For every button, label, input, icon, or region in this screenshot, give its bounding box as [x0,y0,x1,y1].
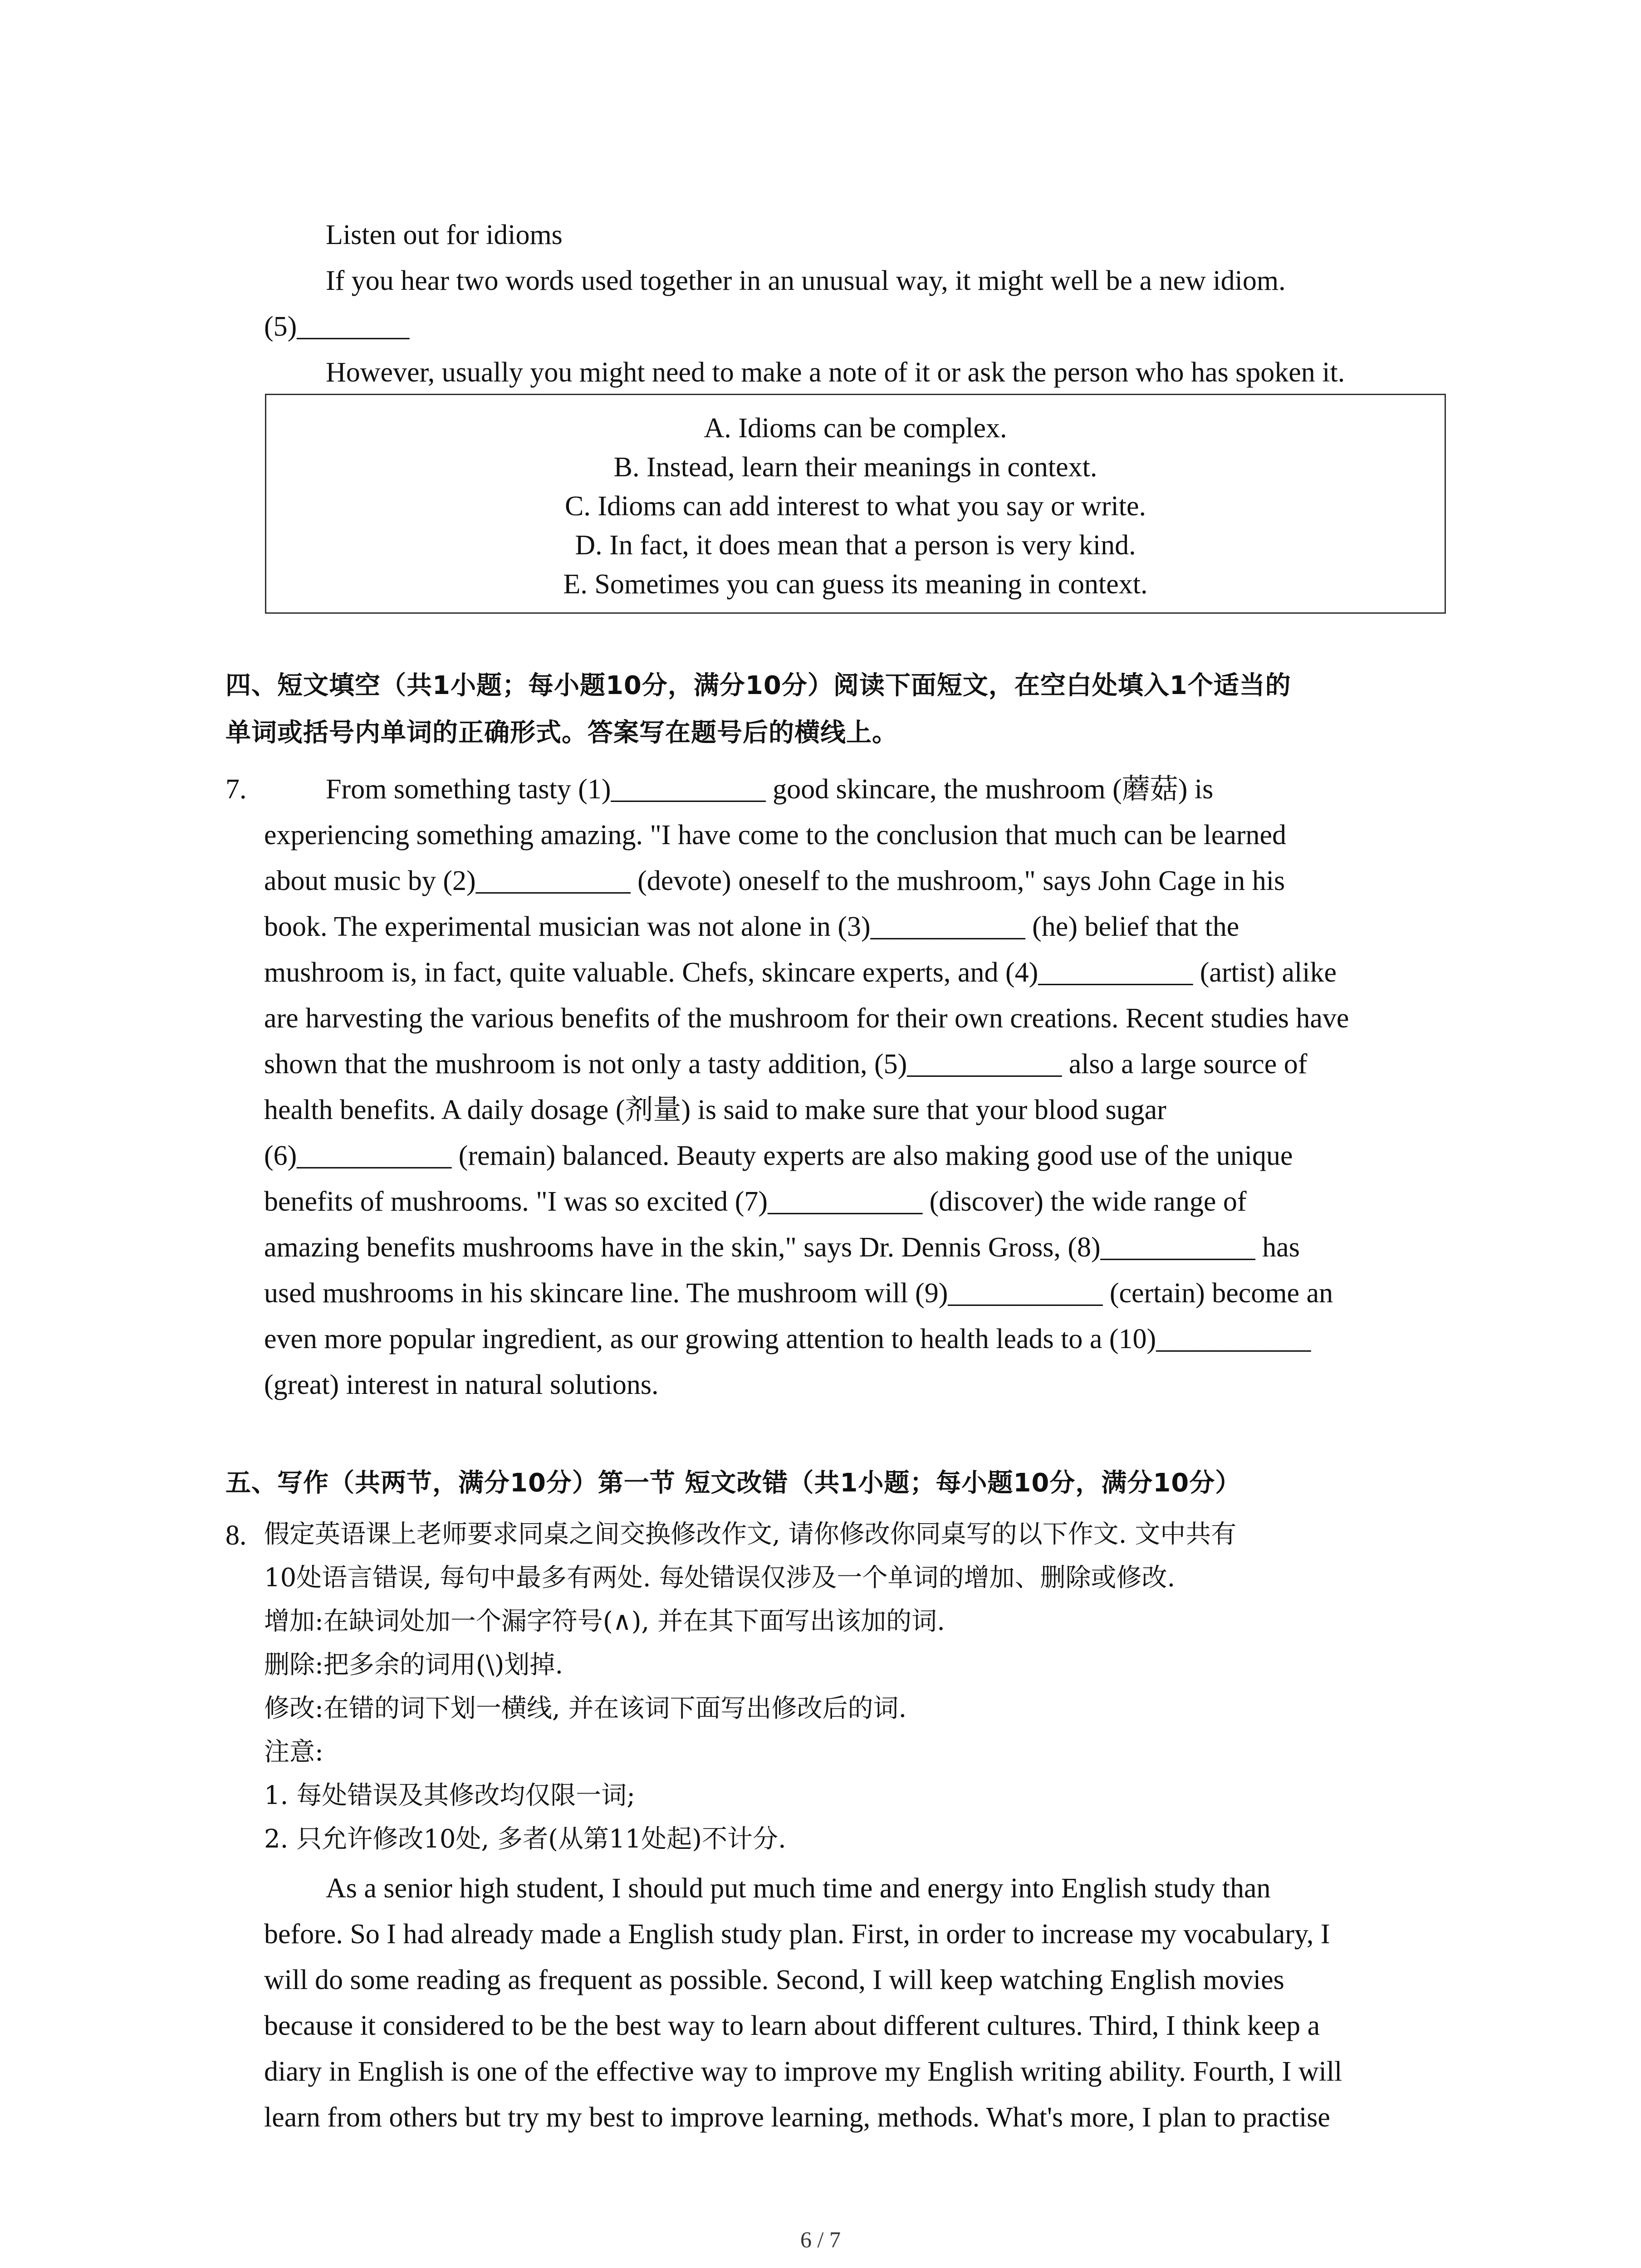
passage-line: about music by (2)___________ (devote) oneself to the mushroom," says John Cage in his [264,865,1285,896]
essay-line: As a senior high student, I should put much time and energy into English study than [326,1873,1271,1904]
instruction-line: 2. 只允许修改10处, 多者(从第11处起)不计分. [264,1824,786,1854]
options-box [265,394,1446,614]
instruction-line: 注意: [264,1737,323,1767]
essay-line: learn from others but try my best to improve learning, methods. What's more, I plan to practise [264,2102,1330,2133]
idiom-tip-text-2: However, usually you might need to make a note of it or ask the person who has spoken it. [326,357,1345,388]
section4-header-line2: 单词或括号内单词的正确形式。答案写在题号后的横线上。 [225,718,898,748]
passage-line: health benefits. A daily dosage (剂量) is said to make sure that your blood sugar [264,1095,1166,1125]
instruction-line: 10处语言错误, 每句中最多有两处. 每处错误仅涉及一个单词的增加、删除或修改. [264,1563,1176,1593]
option-a: A. Idioms can be complex. [704,413,1007,444]
essay-line: will do some reading as frequent as possible. Second, I will keep watching English movies [264,1965,1284,1995]
option-b: B. Instead, learn their meanings in context. [613,452,1097,483]
idiom-tip-text: If you hear two words used together in an unusual way, it might well be a new idiom. [326,265,1286,296]
passage-line: even more popular ingredient, as our growing attention to health leads to a (10)___________ [264,1324,1311,1354]
idiom-tip-heading: Listen out for idioms [326,220,563,250]
passage-line: benefits of mushrooms. "I was so excited (7)___________ (discover) the wide range of [264,1186,1247,1217]
instruction-line: 增加:在缺词处加一个漏字符号(∧), 并在其下面写出该加的词. [264,1607,945,1636]
instruction-line: 假定英语课上老师要求同桌之间交换修改作文, 请你修改你同桌写的以下作文. 文中共有 [264,1520,1237,1549]
passage-line: experiencing something amazing. "I have come to the conclusion that much can be learned [264,820,1287,850]
section4-header-line1: 四、短文填空（共1小题；每小题10分，满分10分）阅读下面短文，在空白处填入1个适当的 [225,671,1291,700]
passage-line: shown that the mushroom is not only a tasty addition, (5)___________ also a large source of [264,1049,1308,1080]
passage-line: book. The experimental musician was not alone in (3)___________ (he) belief that the [264,911,1239,942]
passage-line: amazing benefits mushrooms have in the skin," says Dr. Dennis Gross, (8)___________ has [264,1232,1300,1263]
instruction-line: 1. 每处错误及其修改均仅限一词; [264,1781,636,1810]
instruction-line: 删除:把多余的词用(\)划掉. [264,1650,563,1680]
essay-line: diary in English is one of the effective way to improve my English writing ability. Fourth, I will [264,2056,1342,2087]
option-d: D. In fact, it does mean that a person is very kind. [575,530,1136,561]
section5-header: 五、写作（共两节，满分10分）第一节 短文改错（共1小题；每小题10分，满分10分） [225,1468,1241,1498]
page-number: 6 / 7 [800,2227,841,2252]
essay-line: because it considered to be the best way to learn about different cultures. Third, I think keep a [264,2010,1320,2041]
option-e: E. Sometimes you can guess its meaning in context. [563,569,1148,600]
passage-line: are harvesting the various benefits of the mushroom for their own creations. Recent studies have [264,1003,1349,1034]
essay-line: before. So I had already made a English study plan. First, in order to increase my vocabulary, I [264,1919,1330,1950]
question-number-8: 8. [225,1520,247,1551]
blank-5: (5)________ [264,311,410,342]
question-number-7: 7. [225,774,247,805]
instruction-line: 修改:在错的词下划一横线, 并在该词下面写出修改后的词. [264,1694,907,1723]
option-c: C. Idioms can add interest to what you say or write. [564,491,1146,522]
passage-line: (6)___________ (remain) balanced. Beauty experts are also making good use of the unique [264,1140,1293,1171]
passage-line: used mushrooms in his skincare line. The mushroom will (9)___________ (certain) become an [264,1278,1333,1309]
passage-line: mushroom is, in fact, quite valuable. Chefs, skincare experts, and (4)___________ (artist) alike [264,957,1337,988]
passage-line: (great) interest in natural solutions. [264,1369,659,1400]
passage-line: From something tasty (1)___________ good skincare, the mushroom (蘑菇) is [326,774,1214,805]
